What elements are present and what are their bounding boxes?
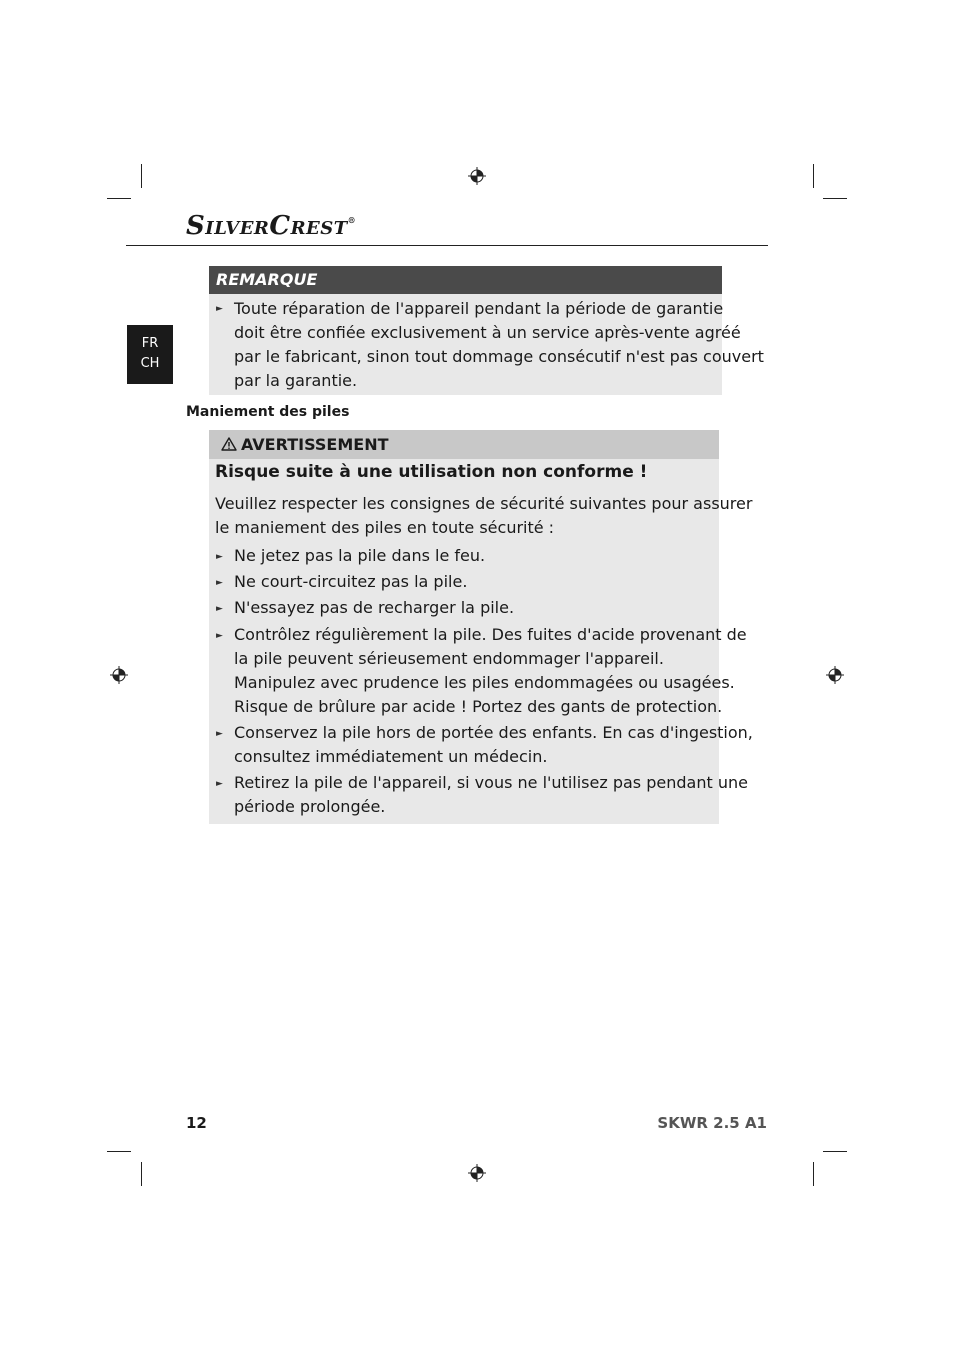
bullet-arrow-icon: ► <box>216 729 223 739</box>
warning-intro: Veuillez respecter les consignes de sécurité suivantes pour assurer le maniement des piles en toute sécurité : <box>215 494 753 537</box>
registration-mark-icon <box>468 1164 486 1182</box>
bullet-arrow-icon: ► <box>216 604 223 614</box>
list-item: Conservez la pile hors de portée des enfants. En cas d'ingestion, consultez immédiatement un médecin. <box>234 723 753 766</box>
list-item: Retirez la pile de l'appareil, si vous ne l'utilisez pas pendant une période prolongée. <box>234 773 748 816</box>
bullet-arrow-icon: ► <box>216 578 223 588</box>
bullet-arrow-icon: ► <box>216 304 223 314</box>
bullet-arrow-icon: ► <box>216 631 223 641</box>
country-code: CH <box>140 356 160 371</box>
list-item: N'essayez pas de recharger la pile. <box>234 598 515 617</box>
language-code: FR <box>141 336 159 351</box>
list-item: Ne court-circuitez pas la pile. <box>234 572 468 591</box>
list-item: Ne jetez pas la pile dans le feu. <box>234 546 486 565</box>
crop-mark <box>107 1151 131 1152</box>
page-number: 12 <box>186 1114 207 1132</box>
crop-mark <box>107 198 131 199</box>
model-number: SKWR 2.5 A1 <box>657 1114 767 1132</box>
bullet-arrow-icon: ► <box>216 779 223 789</box>
section-title: Maniement des piles <box>186 404 350 420</box>
warning-header <box>209 430 719 459</box>
registration-mark-icon <box>468 167 486 185</box>
language-tab <box>127 325 173 384</box>
brand-logo: SILVERCREST® <box>186 211 357 241</box>
list-item: Contrôlez régulièrement la pile. Des fuites d'acide provenant de la pile peuvent sérieusement endommager l'appareil. Manipulez avec prudence les piles endommagées ou usagées. Risque de brûlure par acide ! Portez des gants de protection. <box>234 625 747 716</box>
registration-mark-icon <box>110 666 128 684</box>
crop-mark <box>823 1151 847 1152</box>
crop-mark <box>823 198 847 199</box>
note-title: REMARQUE <box>209 266 722 294</box>
registration-mark-icon <box>826 666 844 684</box>
warning-title: AVERTISSEMENT <box>241 435 389 454</box>
note-text: Toute réparation de l'appareil pendant la période de garantie doit être confiée exclusivement à un service après-vente agréé par le fabricant, sinon tout dommage consécutif n'est pas couvert par la garantie. <box>234 299 764 390</box>
warning-triangle-icon <box>221 437 237 451</box>
crop-mark <box>141 1162 142 1186</box>
crop-mark <box>813 1162 814 1186</box>
crop-mark <box>141 164 142 188</box>
bullet-arrow-icon: ► <box>216 552 223 562</box>
header-divider <box>126 245 768 246</box>
crop-mark <box>813 164 814 188</box>
warning-subtitle: Risque suite à une utilisation non conforme ! <box>215 462 648 482</box>
